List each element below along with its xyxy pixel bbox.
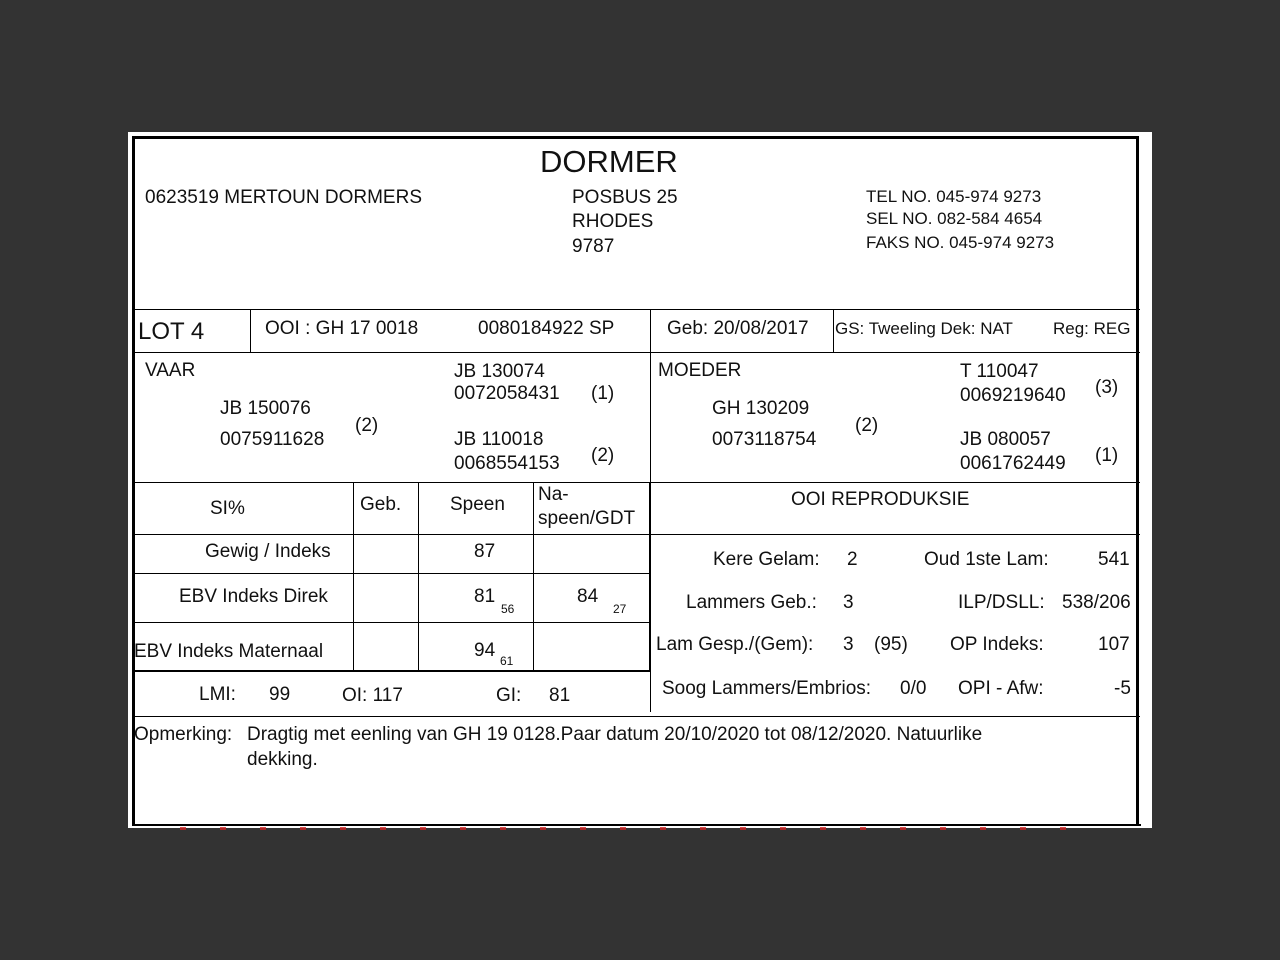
registration-number: 0080184922 SP (478, 318, 615, 339)
divider (133, 622, 650, 623)
oud-value: 541 (1098, 549, 1130, 570)
lmi-label: LMI: (199, 684, 236, 705)
divider (133, 534, 650, 535)
lmi-value: 99 (269, 684, 291, 705)
soog-value: 0/0 (900, 678, 927, 699)
kere-label: Kere Gelam: (713, 549, 820, 570)
maternaal-speen-sub: 61 (500, 654, 514, 668)
remark-label: Opmerking: (134, 724, 233, 745)
row-label-gewig: Gewig / Indeks (205, 541, 331, 562)
lammers-value: 3 (843, 592, 854, 613)
divider (833, 309, 834, 352)
scan-artifact-line (180, 827, 1090, 830)
divider (650, 309, 651, 352)
gewig-speen: 87 (474, 541, 496, 562)
vaar-sire-id: JB 130074 (454, 361, 545, 382)
moeder-sire-number: 0069219640 (960, 385, 1066, 406)
divider (418, 482, 419, 670)
vaar-label: VAAR (145, 360, 196, 381)
lam-gem-value: (95) (874, 634, 908, 655)
ilp-label: ILP/DSLL: (958, 592, 1045, 613)
birth-date: Geb: 20/08/2017 (667, 318, 809, 339)
address-line-3: 9787 (572, 236, 615, 257)
lammers-label: Lammers Geb.: (686, 592, 817, 613)
op-value: 107 (1098, 634, 1130, 655)
divider (649, 482, 651, 672)
divider (533, 482, 534, 670)
moeder-sire-id: T 110047 (960, 361, 1039, 382)
direk-naspeen-sub: 27 (613, 602, 627, 616)
vaar-dam-id: JB 110018 (454, 429, 544, 450)
op-label: OP Indeks: (950, 634, 1044, 655)
vaar-number: 0075911628 (220, 429, 325, 450)
member-name: 0623519 MERTOUN DORMERS (145, 187, 423, 208)
ilp-value: 538/206 (1062, 592, 1131, 613)
oi-value: OI: 117 (342, 685, 403, 706)
remark-text-line-1: Dragtig met eenling van GH 19 0128.Paar datum 20/10/2020 tot 08/12/2020. Natuurlike (247, 724, 983, 745)
naspeen-header-line-1: Na- (538, 484, 569, 505)
moeder-label: MOEDER (658, 360, 742, 381)
moeder-sire-code: (3) (1095, 377, 1119, 398)
gs-dek: GS: Tweeling Dek: NAT (835, 319, 1013, 338)
direk-speen-sub: 56 (501, 602, 515, 616)
vaar-sire-code: (1) (591, 383, 615, 404)
row-label-ebv-maternaal: EBV Indeks Maternaal (134, 641, 324, 662)
geb-header: Geb. (360, 494, 402, 515)
faks-no: FAKS NO. 045-974 9273 (866, 233, 1055, 252)
divider (133, 716, 1140, 717)
vaar-code: (2) (355, 415, 379, 436)
moeder-code: (2) (855, 415, 879, 436)
gi-value: 81 (549, 685, 571, 706)
sel-no: SEL NO. 082-584 4654 (866, 209, 1043, 228)
moeder-id: GH 130209 (712, 398, 810, 419)
maternaal-speen: 94 (474, 640, 496, 661)
direk-naspeen: 84 (577, 586, 599, 607)
naspeen-header-line-2: speen/GDT (538, 508, 636, 529)
speen-header: Speen (450, 494, 505, 515)
row-label-ebv-direk: EBV Indeks Direk (179, 586, 328, 607)
divider (133, 309, 1140, 310)
opi-value: -5 (1114, 678, 1131, 699)
lam-label: Lam Gesp./(Gem): (656, 634, 814, 655)
reg-status: Reg: REG (1053, 319, 1131, 338)
remark-text-line-2: dekking. (247, 749, 318, 770)
vaar-dam-code: (2) (591, 445, 615, 466)
divider (133, 482, 1140, 483)
soog-label: Soog Lammers/Embrios: (662, 678, 872, 699)
vaar-dam-number: 0068554153 (454, 453, 560, 474)
divider (132, 824, 1141, 826)
ooi-id: OOI : GH 17 0018 (265, 318, 419, 339)
moeder-number: 0073118754 (712, 429, 817, 450)
breed-title: DORMER (540, 144, 678, 179)
divider (650, 534, 1140, 535)
gi-label: GI: (496, 685, 522, 706)
divider (353, 482, 354, 670)
address-line-1: POSBUS 25 (572, 187, 678, 208)
moeder-dam-number: 0061762449 (960, 453, 1066, 474)
lam-value: 3 (843, 634, 854, 655)
address-line-2: RHODES (572, 211, 654, 232)
lot-number: LOT 4 (138, 318, 205, 345)
tel-no: TEL NO. 045-974 9273 (866, 187, 1042, 206)
divider (133, 573, 650, 574)
si-header: SI% (210, 498, 245, 519)
vaar-sire-number: 0072058431 (454, 383, 560, 404)
moeder-dam-code: (1) (1095, 445, 1119, 466)
divider (133, 670, 650, 672)
divider (133, 352, 1140, 353)
vaar-id: JB 150076 (220, 398, 311, 419)
opi-label: OPI - Afw: (958, 678, 1044, 699)
direk-speen: 81 (474, 586, 496, 607)
reproduction-title: OOI REPRODUKSIE (791, 489, 970, 510)
oud-label: Oud 1ste Lam: (924, 549, 1049, 570)
kere-value: 2 (847, 549, 858, 570)
lot-card (128, 132, 1152, 828)
moeder-dam-id: JB 080057 (960, 429, 1051, 450)
divider (250, 309, 251, 352)
